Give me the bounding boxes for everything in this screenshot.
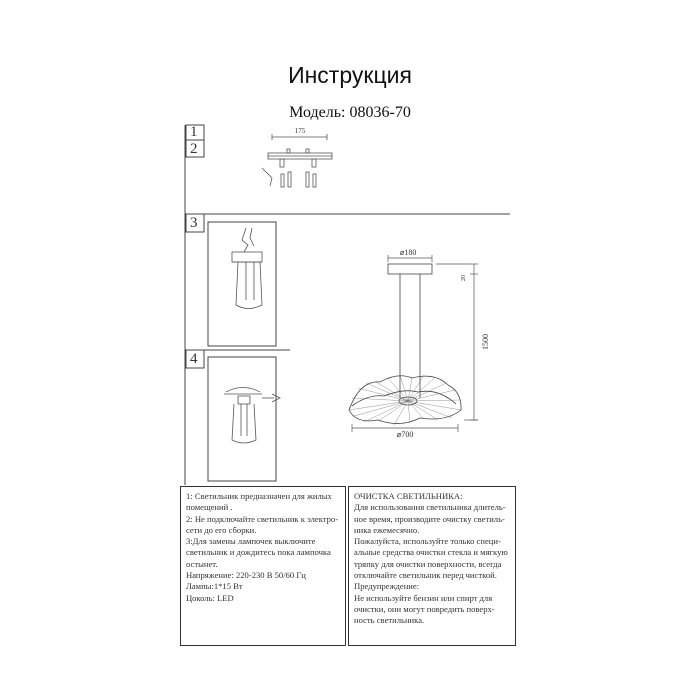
note-line: помещений . — [186, 502, 233, 513]
note-line: Не используйте бензин или спирт для — [354, 592, 493, 603]
cleaning-notes-box — [348, 486, 516, 646]
note-line: 1: Светильник предназначен для жилых — [186, 491, 332, 501]
warning-heading: Предупреждение: — [354, 581, 420, 592]
step4-panel — [208, 357, 276, 481]
usage-notes-box — [180, 486, 346, 646]
note-line: 3:Для замены лампочек выключите — [186, 536, 316, 547]
note-line: Пожалуйста, используйте только специ- — [354, 536, 501, 547]
note-line: ное время, производите очистку светиль- — [354, 513, 505, 524]
step-number-4: 4 — [190, 351, 198, 367]
note-line: альные средства очистки стекла и мягкую — [354, 547, 508, 558]
note-line: светильник и дождитесь пока лампочка — [186, 547, 331, 558]
canopy-diameter-label: ⌀180 — [399, 248, 417, 257]
note-line: сети до его сборки. — [186, 524, 257, 535]
note-line: ника ежемесячно. — [354, 524, 420, 535]
page-title: Инструкция — [288, 62, 412, 88]
note-line: остынет. — [186, 558, 218, 569]
note-line: ность светильника. — [354, 615, 425, 626]
note-line: отключайте светильник перед чисткой. — [354, 570, 497, 581]
model-number: Модель: 08036-70 — [289, 104, 411, 121]
spec-voltage: Напряжение: 220-230 В 50/60 Гц — [186, 570, 306, 581]
canopy-height-label: 20 — [461, 275, 467, 281]
step3-panel — [208, 222, 276, 346]
shade-diameter-label: ⌀700 — [396, 430, 414, 439]
mount-width-label: 175 — [294, 127, 306, 135]
note-line: Для использования светильника длитель- — [354, 502, 506, 513]
bulb-replace-drawing — [224, 388, 280, 444]
step-number-2: 2 — [190, 141, 198, 157]
step-number-3: 3 — [190, 215, 198, 231]
spec-lamps: Лампы:1*15 Вт — [186, 581, 243, 592]
total-height-label: 1500 — [481, 334, 490, 350]
note-line: 2: Не подключайте светильник к электро- — [186, 513, 339, 524]
step-number-1: 1 — [190, 124, 198, 140]
mounting-bracket-drawing — [262, 134, 332, 187]
cleaning-heading: ОЧИСТКА СВЕТИЛЬНИКА: — [354, 491, 463, 501]
note-line: тряпку для очистки поверхности, всегда — [354, 558, 502, 569]
note-line: очистки, они могут повредить поверх- — [354, 603, 495, 614]
lamp-install-drawing — [232, 228, 262, 309]
spec-socket: Цоколь: LED — [186, 592, 234, 603]
